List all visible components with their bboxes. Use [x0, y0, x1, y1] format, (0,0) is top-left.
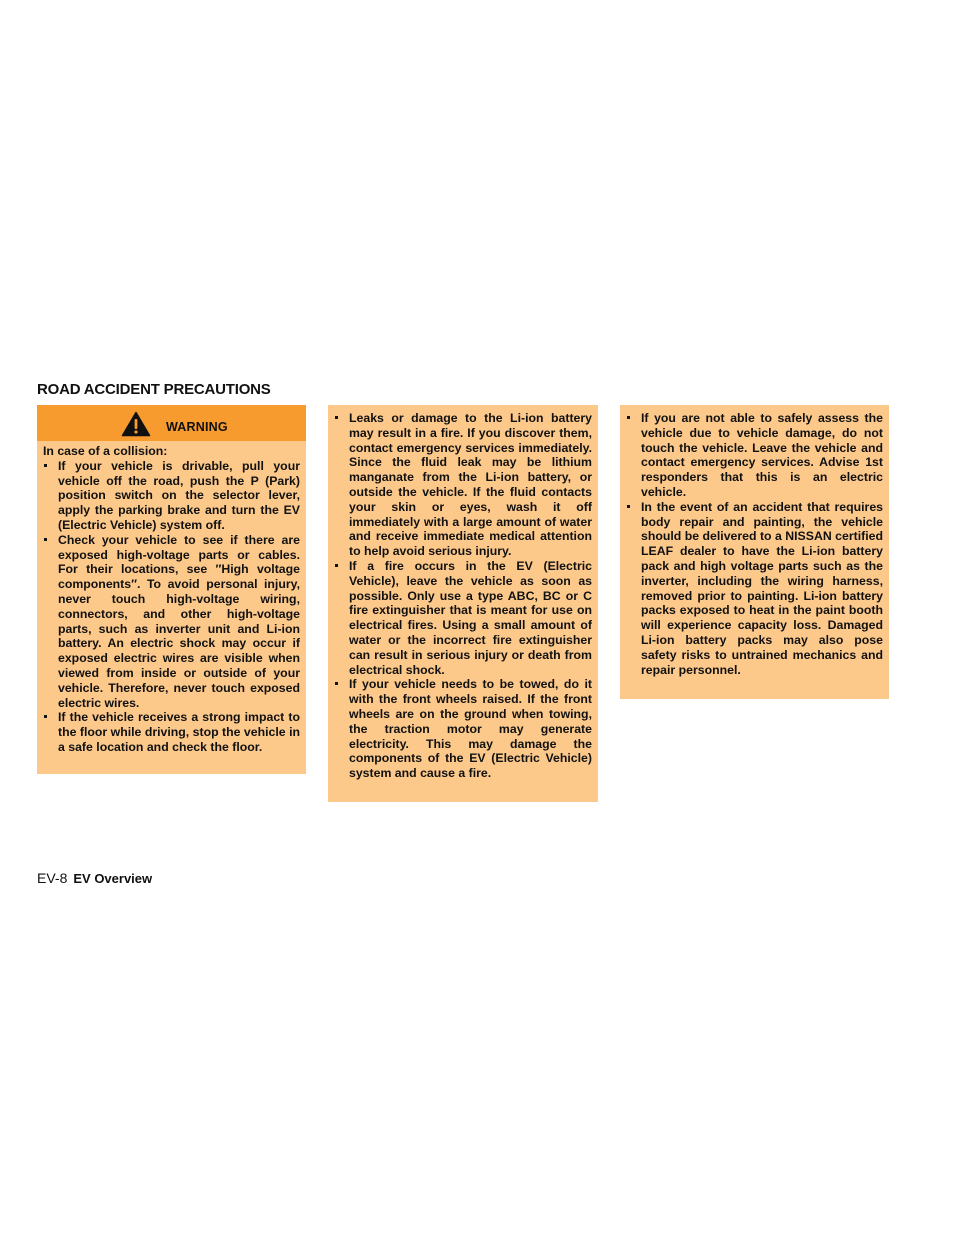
list-item: If your vehicle is drivable, pull your vehicle off the road, push the P (Park) position switch on the selector lever, apply the parking brake and turn the EV (Electric Vehicle) system off.	[43, 459, 300, 533]
list-item: If you are not able to safely assess the vehicle due to vehicle damage, do not touch the vehicle. Leave the vehicle and contact emergency services. Advise 1st responders that this is an electric vehicle.	[626, 411, 883, 500]
warning-list	[626, 411, 883, 677]
page-footer	[37, 870, 152, 886]
warning-panel-continued-2	[620, 405, 889, 699]
warning-list	[334, 411, 592, 781]
section-title: ROAD ACCIDENT PRECAUTIONS	[37, 381, 271, 398]
warning-intro: In case of a collision:	[43, 444, 168, 458]
list-item: Check your vehicle to see if there are exposed high-voltage parts or cables. For their locations, see ″High voltage components″. To avoid personal injury, never touch high-voltage wiring, connectors, and other high-voltage parts, such as inverter unit and Li-ion battery. An electric shock may occur if exposed electric wires are visible when viewed from inside or outside of your vehicle. Therefore, never touch exposed electric wires.	[43, 533, 300, 711]
warning-panel	[37, 405, 306, 774]
list-item: Leaks or damage to the Li-ion battery may result in a fire. If you discover them, contact emergency services immediately. Since the fluid leak may be lithium manganate from the Li-ion battery, or outside the vehicle. If the fluid contacts your skin or eyes, wash it off immediately with a large amount of water and receive immediate medical attention to help avoid serious injury.	[334, 411, 592, 559]
list-item: If the vehicle receives a strong impact to the floor while driving, stop the vehicle in a safe location and check the floor.	[43, 710, 300, 754]
page-number: EV-8	[37, 870, 68, 886]
list-item: In the event of an accident that requires body repair and painting, the vehicle should be delivered to a NISSAN certified LEAF dealer to have the Li-ion battery pack and high voltage parts such as the inverter, including the wiring harness, removed prior to painting. Li-ion battery packs exposed to heat in the paint booth will experience capacity loss. Damaged Li-ion battery packs may also pose safety risks to untrained mechanics and repair personnel.	[626, 500, 883, 678]
list-item: If your vehicle needs to be towed, do it with the front wheels raised. If the front wheels are on the ground when towing, the traction motor may generate electricity. This may damage the components of the EV (Electric Vehicle) system and cause a fire.	[334, 677, 592, 781]
chapter-title: EV Overview	[73, 871, 153, 886]
list-item: If a fire occurs in the EV (Electric Vehicle), leave the vehicle as soon as possible. Only use a type ABC, BC or C fire extinguisher that is meant for use on electrical fires. Using a small amount of water or the incorrect fire extinguisher can result in serious injury or death from electrical shock.	[334, 559, 592, 677]
warning-list	[43, 459, 300, 755]
warning-triangle-icon	[121, 411, 151, 437]
warning-panel-continued-1	[328, 405, 598, 802]
warning-label: WARNING	[166, 420, 228, 434]
warning-header	[37, 405, 306, 441]
warning-body	[37, 441, 306, 755]
